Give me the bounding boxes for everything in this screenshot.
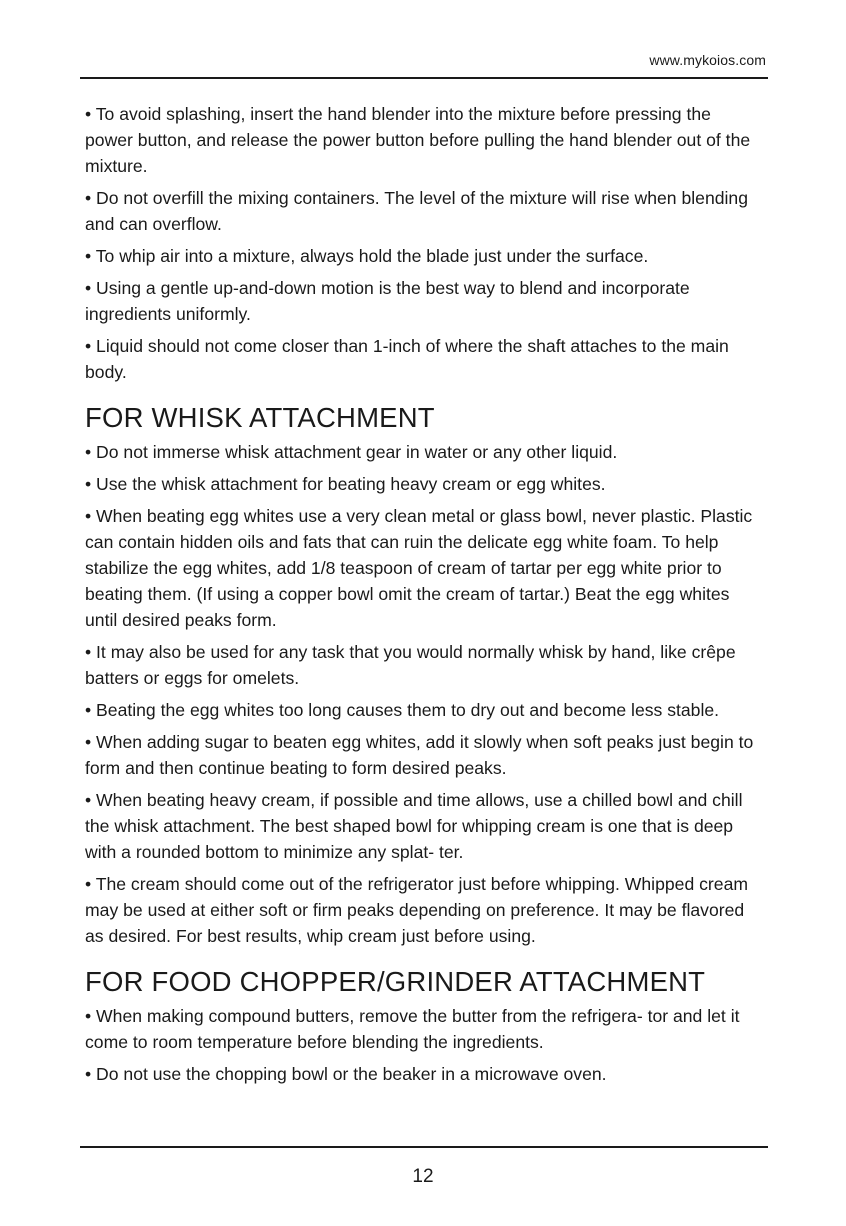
whisk-tip: • Do not immerse whisk attachment gear in water or any other liquid.	[85, 442, 618, 462]
intro-tips	[85, 101, 755, 385]
whisk-tip: • Use the whisk attachment for beating heavy cream or egg whites.	[85, 474, 606, 494]
chopper-tip: • When making compound butters, remove the butter from the refrigera- tor and let it come to room temperature before blending the ingredients.	[85, 1006, 740, 1052]
tip-paragraph: • To whip air into a mixture, always hold the blade just under the surface.	[85, 246, 649, 266]
whisk-tip: • It may also be used for any task that you would normally whisk by hand, like crêpe batters or eggs for omelets.	[85, 642, 736, 688]
header-divider	[80, 77, 768, 79]
chopper-tip: • Do not use the chopping bowl or the beaker in a microwave oven.	[85, 1064, 607, 1084]
page-number: 12	[412, 1166, 434, 1187]
chopper-section	[85, 967, 755, 1087]
footer-divider	[80, 1146, 768, 1148]
whisk-section-title: FOR WHISK ATTACHMENT	[85, 402, 435, 433]
whisk-tip: • The cream should come out of the refrigerator just before whipping. Whipped cream may be used at either soft or firm peaks depending on preference. It may be flavored as desired. For best results, whip cream just before using.	[85, 874, 749, 946]
whisk-tip: • When beating heavy cream, if possible and time allows, use a chilled bowl and chill the whisk attachment. The best shaped bowl for whipping cream is one that is deep with a rounded bottom to minimize any splat- ter.	[85, 790, 743, 862]
header-url[interactable]: www.mykoios.com	[649, 52, 766, 68]
tip-paragraph: • Do not overfill the mixing containers. The level of the mixture will rise when blending and can overflow.	[85, 188, 748, 234]
page-content	[85, 101, 755, 1093]
whisk-section	[85, 403, 755, 949]
tip-paragraph: • Liquid should not come closer than 1-inch of where the shaft attaches to the main body.	[85, 336, 729, 382]
chopper-section-title: FOR FOOD CHOPPER/GRINDER ATTACHMENT	[85, 966, 706, 997]
whisk-tip: • When beating egg whites use a very clean metal or glass bowl, never plastic. Plastic can contain hidden oils and fats that can ruin the delicate egg white foam. To help stabilize the egg whites, add 1/8 teaspoon of cream of tartar per egg white prior to beating them. (If using a copper bowl omit the cream of tartar.) Beat the egg whites until desired peaks form.	[85, 506, 753, 630]
tip-paragraph: • Using a gentle up-and-down motion is the best way to blend and incorporate ingredients uniformly.	[85, 278, 690, 324]
whisk-tip: • When adding sugar to beaten egg whites, add it slowly when soft peaks just begin to form and then continue beating to form desired peaks.	[85, 732, 754, 778]
whisk-tip: • Beating the egg whites too long causes them to dry out and become less stable.	[85, 700, 720, 720]
tip-paragraph: • To avoid splashing, insert the hand blender into the mixture before pressing the power button, and release the power button before pulling the hand blender out of the mixture.	[85, 104, 751, 176]
